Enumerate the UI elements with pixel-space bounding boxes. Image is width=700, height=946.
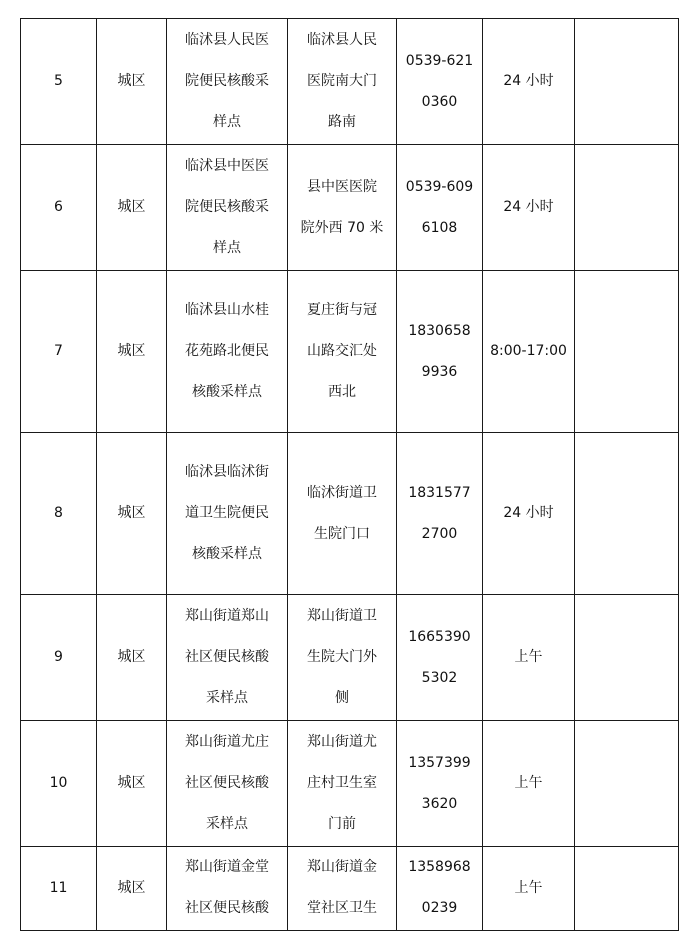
- table-row: [21, 595, 679, 721]
- phone-cell: 1357399 3620: [397, 721, 483, 847]
- hours-cell: 上午: [483, 595, 575, 721]
- hours-cell: 上午: [483, 721, 575, 847]
- phone-cell: 0539-609 6108: [397, 145, 483, 271]
- table-row: [21, 721, 679, 847]
- note-cell: [575, 145, 679, 271]
- address-cell: 郑山街道尤 庄村卫生室 门前: [288, 721, 397, 847]
- row-number: 10: [21, 721, 97, 847]
- row-number: 8: [21, 433, 97, 595]
- table-row: [21, 145, 679, 271]
- row-number: 11: [21, 847, 97, 931]
- district-cell: 城区: [97, 19, 167, 145]
- table-body: [21, 19, 679, 931]
- site-name-cell: 郑山街道尤庄 社区便民核酸 采样点: [167, 721, 288, 847]
- address-cell: 临沭县人民 医院南大门 路南: [288, 19, 397, 145]
- row-number: 9: [21, 595, 97, 721]
- site-name-cell: 临沭县山水桂 花苑路北便民 核酸采样点: [167, 271, 288, 433]
- district-cell: 城区: [97, 145, 167, 271]
- address-cell: 临沭街道卫 生院门口: [288, 433, 397, 595]
- address-cell: 郑山街道金 堂社区卫生: [288, 847, 397, 931]
- district-cell: 城区: [97, 271, 167, 433]
- site-name-cell: 临沭县临沭街 道卫生院便民 核酸采样点: [167, 433, 288, 595]
- table-row: [21, 847, 679, 931]
- address-cell: 郑山街道卫 生院大门外 侧: [288, 595, 397, 721]
- hours-cell: 24 小时: [483, 19, 575, 145]
- row-number: 7: [21, 271, 97, 433]
- site-name-cell: 郑山街道郑山 社区便民核酸 采样点: [167, 595, 288, 721]
- phone-cell: 1830658 9936: [397, 271, 483, 433]
- hours-cell: 8:00-17:00: [483, 271, 575, 433]
- table-row: [21, 19, 679, 145]
- address-cell: 夏庄街与冠 山路交汇处 西北: [288, 271, 397, 433]
- table-row: [21, 433, 679, 595]
- site-name-cell: 郑山街道金堂 社区便民核酸: [167, 847, 288, 931]
- hours-cell: 上午: [483, 847, 575, 931]
- district-cell: 城区: [97, 595, 167, 721]
- phone-cell: 0539-621 0360: [397, 19, 483, 145]
- sampling-sites-table-wrapper: [20, 18, 679, 931]
- phone-cell: 1358968 0239: [397, 847, 483, 931]
- note-cell: [575, 271, 679, 433]
- note-cell: [575, 19, 679, 145]
- table-row: [21, 271, 679, 433]
- phone-cell: 1831577 2700: [397, 433, 483, 595]
- district-cell: 城区: [97, 433, 167, 595]
- district-cell: 城区: [97, 721, 167, 847]
- note-cell: [575, 595, 679, 721]
- note-cell: [575, 433, 679, 595]
- district-cell: 城区: [97, 847, 167, 931]
- phone-cell: 1665390 5302: [397, 595, 483, 721]
- note-cell: [575, 721, 679, 847]
- sampling-sites-table: [20, 18, 679, 931]
- note-cell: [575, 847, 679, 931]
- address-cell: 县中医医院 院外西 70 米: [288, 145, 397, 271]
- hours-cell: 24 小时: [483, 433, 575, 595]
- hours-cell: 24 小时: [483, 145, 575, 271]
- site-name-cell: 临沭县人民医 院便民核酸采 样点: [167, 19, 288, 145]
- site-name-cell: 临沭县中医医 院便民核酸采 样点: [167, 145, 288, 271]
- row-number: 6: [21, 145, 97, 271]
- row-number: 5: [21, 19, 97, 145]
